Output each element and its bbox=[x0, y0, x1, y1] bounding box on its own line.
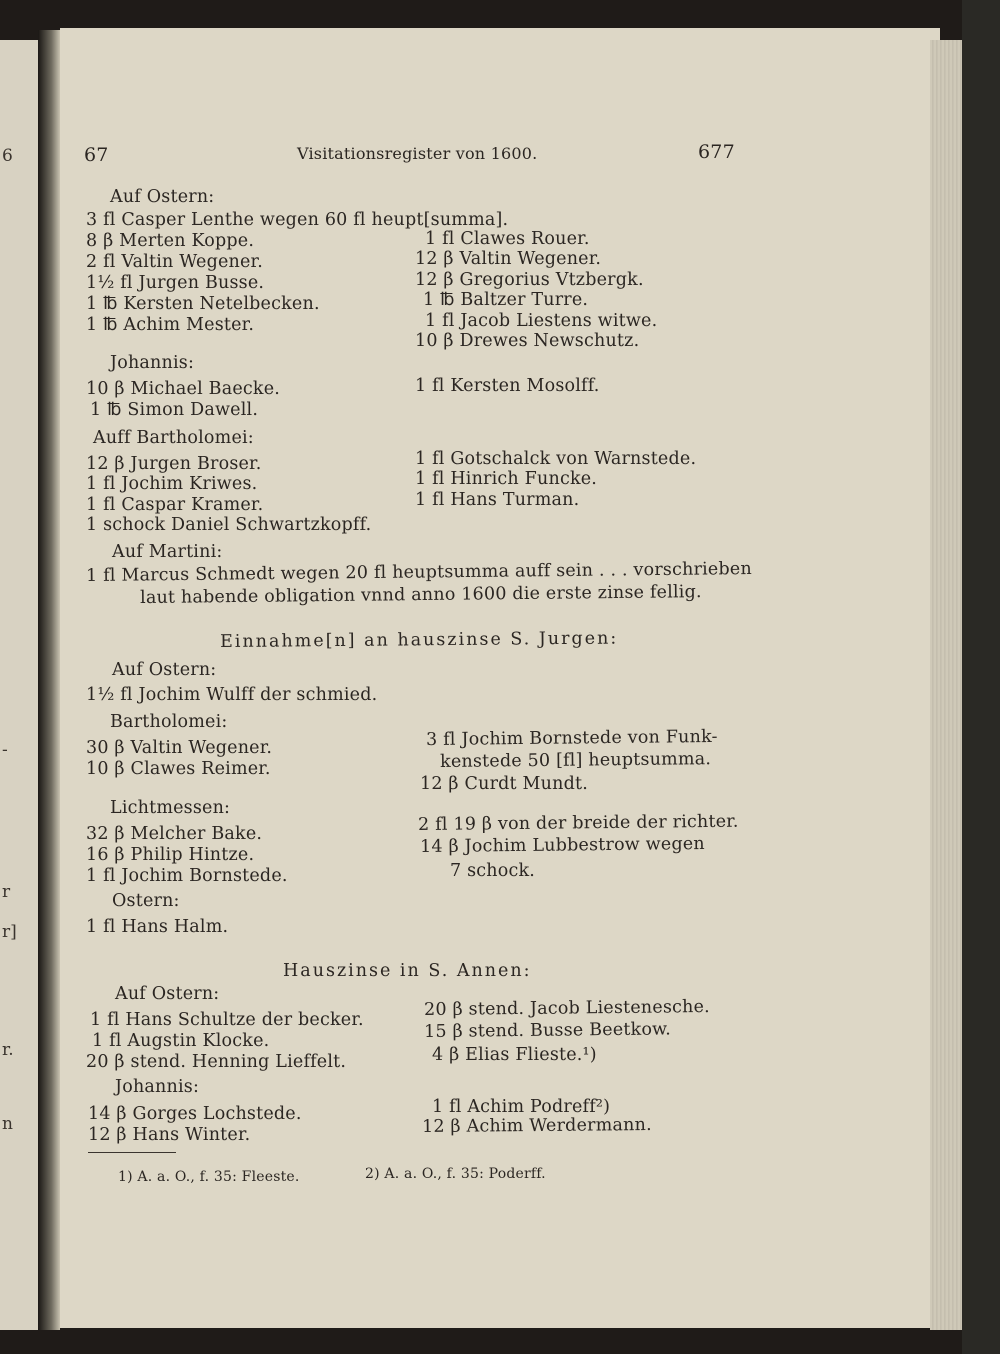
section-heading: Lichtmessen: bbox=[110, 798, 231, 818]
entry-line: 15 β stend. Busse Beetkow. bbox=[424, 1019, 672, 1042]
footnote: 2) A. a. O., f. 35: Poderff. bbox=[365, 1166, 546, 1182]
entry-line: 2 fl 19 β von der breide der richter. bbox=[418, 811, 739, 835]
left-page-fragment: r] bbox=[2, 922, 17, 942]
section-heading: Auf Martini: bbox=[112, 542, 223, 562]
entry-line: 12 β Hans Winter. bbox=[88, 1125, 251, 1145]
section-heading: Bartholomei: bbox=[110, 712, 228, 732]
entry-line: 1 fl Hans Turman. bbox=[415, 490, 580, 510]
entry-line: 20 β stend. Jacob Liestenesche. bbox=[424, 997, 710, 1020]
entry-line: 12 β Valtin Wegener. bbox=[415, 249, 602, 269]
entry-line: 8 β Merten Koppe. bbox=[86, 231, 255, 251]
entry-line: 12 β Jurgen Broser. bbox=[86, 454, 262, 474]
entry-line: 10 β Michael Baecke. bbox=[86, 379, 281, 399]
entry-line: 1½ fl Jochim Wulff der schmied. bbox=[86, 685, 378, 705]
footnote: 1) A. a. O., f. 35: Fleeste. bbox=[118, 1169, 300, 1185]
entry-line: 7 schock. bbox=[450, 861, 536, 881]
section-heading: Auff Bartholomei: bbox=[93, 428, 254, 448]
section-heading: Auf Ostern: bbox=[112, 660, 217, 680]
entry-line: 4 β Elias Flieste.¹) bbox=[432, 1045, 597, 1065]
entry-line: 1 fl Hans Schultze der becker. bbox=[90, 1010, 364, 1030]
entry-line: 1 fl Jochim Bornstede. bbox=[86, 866, 288, 886]
footnote-rule bbox=[88, 1152, 176, 1153]
entry-line: 1½ fl Jurgen Busse. bbox=[86, 273, 265, 293]
section-heading: Auf Ostern: bbox=[110, 187, 215, 207]
entry-line: 14 β Jochim Lubbestrow wegen bbox=[420, 834, 705, 857]
entry-line: 1 fl Achim Podreff²) bbox=[432, 1097, 611, 1117]
entry-line: 1 ℔ Simon Dawell. bbox=[90, 400, 259, 420]
section-heading: Johannis: bbox=[115, 1077, 200, 1097]
entry-line: 1 fl Marcus Schmedt wegen 20 fl heuptsumma auff sein . . . vorschrieben bbox=[86, 559, 752, 586]
book-cover bbox=[962, 0, 1000, 1354]
section-heading: Ostern: bbox=[112, 891, 180, 911]
entry-line: 1 fl Hinrich Funcke. bbox=[415, 469, 598, 489]
entry-line: 1 ℔ Baltzer Turre. bbox=[423, 290, 589, 310]
entry-line: 1 fl Clawes Rouer. bbox=[425, 229, 590, 249]
entry-line: 12 β Curdt Mundt. bbox=[420, 774, 588, 794]
entry-line: 10 β Clawes Reimer. bbox=[86, 759, 271, 779]
left-page-fragment: n bbox=[2, 1114, 13, 1134]
book-gutter bbox=[38, 30, 60, 1330]
left-page-fragment: r. bbox=[2, 1040, 14, 1060]
entry-line: 1 fl Jochim Kriwes. bbox=[86, 474, 258, 494]
section-title: Einnahme[n] an hauszinse S. Jurgen: bbox=[220, 628, 619, 652]
left-page-fragment: r bbox=[2, 882, 11, 902]
entry-line: 3 fl Jochim Bornstede von Funk- bbox=[426, 726, 718, 750]
entry-line: 1 ℔ Achim Mester. bbox=[86, 315, 255, 335]
entry-line: 1 ℔ Kersten Netelbecken. bbox=[86, 294, 320, 314]
entry-line: 20 β stend. Henning Lieffelt. bbox=[86, 1052, 347, 1072]
entry-line: laut habende obligation vnnd anno 1600 die erste zinse fellig. bbox=[140, 582, 702, 608]
section-heading: Auf Ostern: bbox=[115, 984, 220, 1004]
section-title: Hauszinse in S. Annen: bbox=[283, 961, 532, 981]
entry-line: 1 fl Augstin Klocke. bbox=[92, 1031, 270, 1051]
entry-line: 16 β Philip Hintze. bbox=[86, 845, 255, 865]
left-page-fragment: - bbox=[2, 740, 8, 760]
folio-number: 67 bbox=[84, 144, 109, 166]
entry-line: 10 β Drewes Newschutz. bbox=[415, 331, 640, 351]
section-heading: Johannis: bbox=[110, 353, 195, 373]
entry-line: 30 β Valtin Wegener. bbox=[86, 738, 273, 758]
entry-line: 1 fl Hans Halm. bbox=[86, 917, 229, 937]
entry-line: kenstede 50 [fl] heuptsumma. bbox=[440, 749, 712, 772]
left-page-fragment: 6 bbox=[2, 146, 13, 166]
entry-line: 1 fl Gotschalck von Warnstede. bbox=[415, 449, 697, 469]
entry-line: 1 fl Kersten Mosolff. bbox=[415, 376, 600, 396]
entry-line: 3 fl Casper Lenthe wegen 60 fl heupt[summa]. bbox=[86, 210, 509, 230]
entry-line: 1 schock Daniel Schwartzkopff. bbox=[86, 515, 372, 535]
entry-line: 2 fl Valtin Wegener. bbox=[86, 252, 263, 272]
entry-line: 32 β Melcher Bake. bbox=[86, 824, 263, 844]
entry-line: 14 β Gorges Lochstede. bbox=[88, 1104, 302, 1124]
page-number: 677 bbox=[698, 141, 735, 163]
running-title: Visitationsregister von 1600. bbox=[297, 144, 538, 163]
left-page-edge bbox=[0, 40, 40, 1330]
entry-line: 1 fl Jacob Liestens witwe. bbox=[425, 311, 658, 331]
entry-line: 12 β Achim Werdermann. bbox=[422, 1114, 652, 1137]
entry-line: 12 β Gregorius Vtzbergk. bbox=[415, 270, 644, 290]
entry-line: 1 fl Caspar Kramer. bbox=[86, 495, 264, 515]
